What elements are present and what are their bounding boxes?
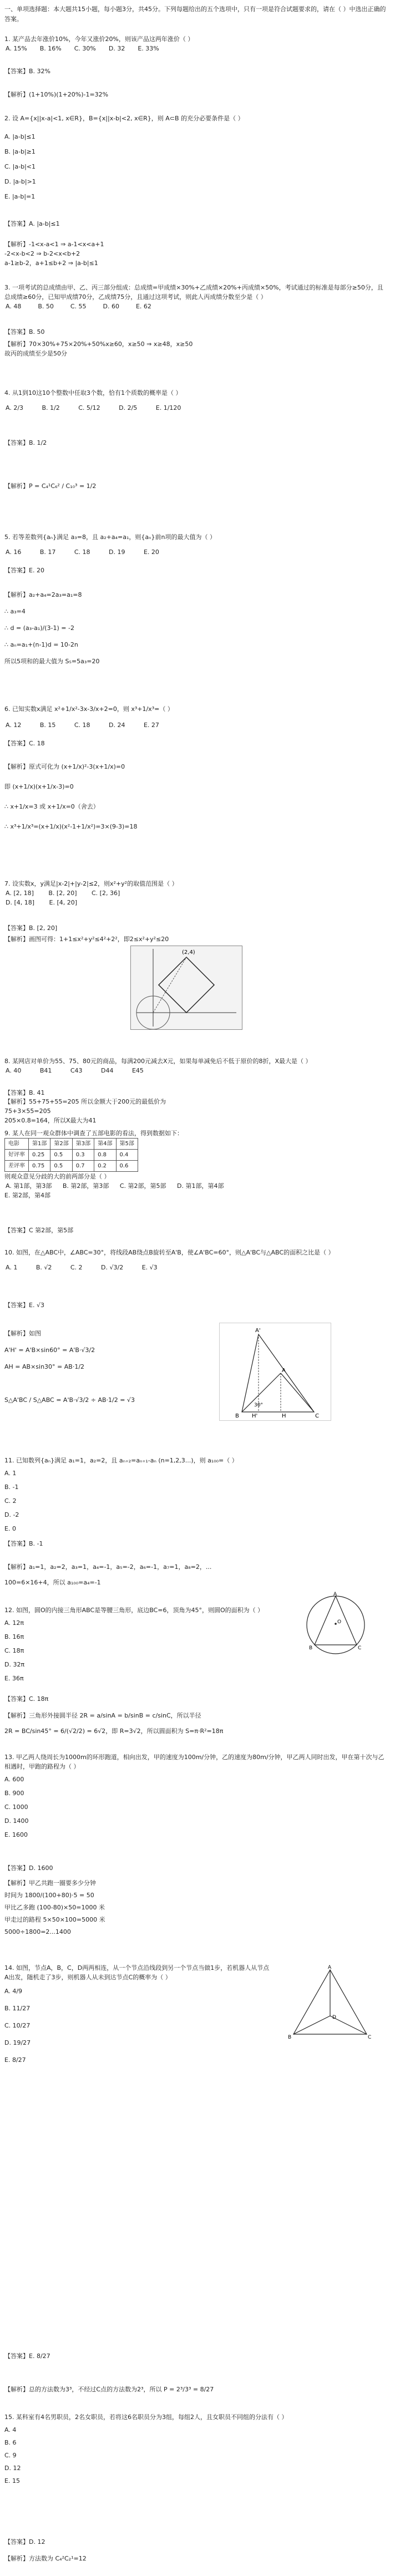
question-stem: 15. 某科室有4名男职员，2名女职员，若将这6名职员分为3组，每组2人，且女职员不同组的分法有（ ） (4, 2414, 288, 2421)
explain-10 (4, 1325, 215, 1409)
question-stem: 6. 已知实数x满足 x²+1/x²-3x-3/x+2=0，则 x³+1/x³=（ ） (4, 705, 174, 713)
options-row (4, 1181, 387, 1191)
answer-12: 【答案】C. 18π (4, 1695, 49, 1703)
question-2 (4, 114, 387, 201)
answer-1: 【答案】B. 32% (4, 68, 50, 75)
figure-q7-diamond (130, 946, 242, 1030)
explain-6 (4, 757, 387, 837)
question-stem: 11. 已知数列{aₙ}满足 a₁=1，a₂=2，且 aₙ₊₂=aₙ₊₁-aₙ (n=1,2,3...)，则 a₁₀₀=（ ） (4, 1457, 238, 1464)
movie-rating-table (4, 1138, 138, 1172)
question-5 (4, 532, 387, 557)
option-e[interactable]: E. |a-b|=1 (4, 193, 36, 200)
explain-line: 【解析】原式可化为 (x+1/x)²-3(x+1/x)=0 (4, 763, 125, 770)
table-row (5, 1161, 138, 1172)
answer-2: 【答案】A. |a-b|≤1 (4, 220, 60, 227)
option-a[interactable]: A. 2/3 (6, 404, 24, 411)
table-header-cell: 第4部 (94, 1139, 116, 1150)
option-b[interactable]: B. 17 (39, 548, 56, 556)
option-b[interactable]: B. -1 (4, 1483, 19, 1491)
option-b[interactable]: B. 16π (4, 1633, 24, 1640)
answer-3: 【答案】B. 50 (4, 328, 45, 336)
explain-line: 【解析】如图 (4, 1330, 41, 1337)
option-c[interactable]: C. 9 (4, 2452, 17, 2459)
table-header-cell: 电影 (5, 1139, 29, 1150)
question-12 (4, 1605, 293, 1683)
explain-line: 时间为 1800/(100+80)·5 = 50 (4, 1892, 94, 1899)
option-a[interactable]: A. [2, 18] (6, 890, 34, 897)
figure-label: (2,4) (182, 949, 195, 956)
explain-line: 所以5项和的最大值为 S₅=5a₃=20 (4, 658, 100, 665)
option-e[interactable]: E. 15 (4, 2477, 20, 2484)
question-9 (4, 1129, 387, 1200)
option-d[interactable]: D. 32π (4, 1661, 25, 1668)
option-a[interactable]: A. 1 (6, 1264, 18, 1271)
explain-line: 100=6×16+4，所以 a₁₀₀=a₄=-1 (4, 1579, 101, 1586)
explain-line: 甲走过的路程 5×50×100=5000 米 (4, 1916, 105, 1923)
label-b: B (309, 1645, 313, 1651)
question-stem: 10. 如图，在△ABC中，∠ABC=30°，将线段AB绕点B旋转至A'B，使∠A'BC=60°，则△A'BC与△ABC的面积之比是（ ） (4, 1249, 335, 1256)
option-c[interactable]: C. 30% (74, 45, 96, 52)
explain-line: ∴ x+1/x=3 或 x+1/x=0（舍去） (4, 803, 99, 810)
options-row (4, 403, 387, 413)
label-a: A (282, 1368, 286, 1374)
answer-11: 【答案】B. -1 (4, 1540, 43, 1547)
question-stem: 1. 某产品去年涨价10%，今年又涨价20%，则该产品这两年涨价（ ） (4, 35, 194, 43)
question-stem: 7. 设实数x，y满足|x-2|+|y-2|≤2，则x²+y²的取值范围是（ ） (4, 880, 178, 887)
explain-line: 【解析】-1<x-a<1 ⇒ a-1<x<a+1 (4, 241, 104, 248)
table-header-cell: 第5部 (116, 1139, 138, 1150)
label-b: B (288, 2035, 292, 2040)
option-d[interactable]: D. |a-b|>1 (4, 178, 36, 185)
option-b[interactable]: B. [2, 20] (48, 890, 77, 897)
option-b[interactable]: B. 11/27 (4, 2005, 31, 2012)
option-b[interactable]: B. 6 (4, 2439, 17, 2446)
table-cell: 0.7 (72, 1161, 94, 1172)
explain-13 (4, 1877, 387, 1938)
explain-line: 故丙的成绩至少是50分 (4, 350, 67, 357)
option-e[interactable]: E. 1/120 (155, 404, 181, 411)
option-a[interactable]: A. 4/9 (4, 1988, 23, 1995)
answer-5: 【答案】E. 20 (4, 567, 44, 574)
table-cell: 0.25 (29, 1150, 50, 1161)
option-b[interactable]: B. 900 (4, 1790, 24, 1797)
option-d[interactable]: D. -2 (4, 1511, 19, 1518)
table-cell: 0.75 (29, 1161, 50, 1172)
explain-3 (4, 339, 387, 358)
figure-q10-triangles (219, 1323, 331, 1421)
table-row (5, 1150, 138, 1161)
label-angle: 30° (254, 1403, 263, 1408)
option-a[interactable]: A. 4 (4, 2426, 17, 2433)
answer-14: 【答案】E. 8/27 (4, 2353, 50, 2360)
explain-14: 【解析】总的方法数为3³，不经过C点的方法数为2³，所以 P = 2³/3³ = 8/27 (4, 2386, 214, 2393)
label-a-prime: A' (255, 1328, 261, 1334)
question-stem: 12. 如图，圆O的内接三角形ABC是等腰三角形，底边BC=6，顶角为45°，则圆O的面积为（ ） (4, 1607, 264, 1614)
label-d: D (332, 2015, 336, 2020)
option-b[interactable]: B. |a-b|≥1 (4, 148, 36, 155)
option-c[interactable]: C. 18 (74, 722, 90, 729)
table-cell: 差评率 (5, 1161, 29, 1172)
explain-line: 2R = BC/sin45° = 6/(√2/2) = 6√2，即 R=3√2，所以圆面积为 S=π·R²=18π (4, 1728, 224, 1735)
section-intro: 一、单项选择题：本大题共15小题，每小题3分，共45分。下列每题给出的五个选项中，只有一项是符合试题要求的，请在（ ）中选出正确的答案。 (4, 6, 386, 23)
question-13 (4, 1752, 387, 1840)
label-b: B (235, 1413, 239, 1419)
answer-6: 【答案】C. 18 (4, 740, 45, 747)
explain-4: 【解析】P = C₄¹C₆² / C₁₀³ = 1/2 (4, 482, 97, 490)
question-stem: 5. 若等差数列{aₙ}满足 a₃=8，且 a₂+a₄=a₁，则{aₙ}前n项的最大值为（ ） (4, 534, 216, 541)
option-c[interactable]: C. 第2部，第5部 (119, 1182, 166, 1190)
explain-line: a-1≥b-2，a+1≤b+2 ⇒ |a-b|≤1 (4, 260, 98, 267)
question-7 (4, 879, 387, 907)
options-row (4, 1263, 387, 1272)
answer-15: 【答案】D. 12 (4, 2538, 45, 2545)
options-row (4, 898, 387, 907)
explain-line: 5000÷1800=2...1400 (4, 1928, 71, 1935)
option-e[interactable]: E. 36π (4, 1675, 24, 1682)
option-d[interactable]: D. 24 (109, 722, 125, 729)
options-row (4, 888, 387, 898)
label-h-prime: H' (252, 1413, 258, 1419)
option-b[interactable]: B. 第2部，第3部 (62, 1182, 109, 1190)
option-d[interactable]: D. 2/5 (119, 404, 138, 411)
table-header-row (5, 1139, 138, 1150)
options-row (4, 44, 387, 53)
option-a[interactable]: A. 12π (4, 1619, 24, 1627)
table-cell: 0.6 (116, 1161, 138, 1172)
option-a[interactable]: A. 12 (6, 722, 22, 729)
explain-line: ∴ a₃=4 (4, 608, 26, 615)
answer-8: 【答案】B. 41 (4, 1089, 45, 1096)
answer-4: 【答案】B. 1/2 (4, 439, 47, 446)
option-e[interactable]: E. 20 (143, 548, 159, 556)
option-c[interactable]: C. 1000 (4, 1803, 28, 1811)
question-1 (4, 34, 387, 53)
label-c: C (358, 1645, 362, 1651)
question-stem: 14. 如图，节点A，B，C，D两两相连，从一个节点沿线段到另一个节点当做1步，若机器人从节点A出发，随机走了3步，则机器人从未到达节点C的概率为（ ） (4, 1964, 270, 1981)
option-d[interactable]: D. 19 (109, 548, 125, 556)
answer-7: 【答案】B. [2, 20] (4, 924, 58, 932)
option-a[interactable]: A. 40 (6, 1067, 22, 1074)
option-d[interactable]: D44 (101, 1067, 114, 1074)
option-c[interactable]: C. 18π (4, 1647, 24, 1654)
options-row (4, 547, 387, 557)
explain-7: 【解析】画图可得：1+1≤x²+y²≤4²+2²，即2≤x²+y²≤20 (4, 936, 169, 943)
table-cell: 0.3 (72, 1150, 94, 1161)
explain-line: A'H' = A'B×sin60° = A'B·√3/2 (4, 1347, 95, 1354)
explain-line: 205×0.8=164，所以X最大为41 (4, 1117, 97, 1124)
option-a[interactable]: A. 15% (6, 45, 27, 52)
question-3 (4, 283, 387, 311)
label-a: A (333, 1592, 337, 1597)
option-b[interactable]: B41 (39, 1067, 52, 1074)
answer-13: 【答案】D. 1600 (4, 1864, 53, 1872)
option-d[interactable]: D. 32 (108, 45, 125, 52)
explain-15: 【解析】方法数为 C₄²C₂¹=12 (4, 2555, 87, 2562)
explain-5 (4, 587, 387, 670)
explain-line: AH = AB×sin30° = AB·1/2 (4, 1363, 85, 1370)
figure-q14-graph (286, 1963, 374, 2041)
question-stem: 9. 某人在同一观众群体中调查了五部电影的看法，得到数据如下： (4, 1130, 183, 1137)
explain-line: 甲比乙多跑 (100-80)×50=1000 米 (4, 1904, 105, 1911)
option-c[interactable]: C. 2 (4, 1497, 17, 1505)
option-b[interactable]: B. √2 (36, 1264, 52, 1271)
option-a[interactable]: A. 600 (4, 1776, 24, 1783)
explain-line: S△A'BC / S△ABC = A'B·√3/2 ÷ AB·1/2 = √3 (4, 1396, 135, 1404)
explain-line: 即 (x+1/x)(x+1/x-3)=0 (4, 783, 74, 790)
label-a: A (328, 1965, 332, 1970)
option-c[interactable]: C43 (70, 1067, 83, 1074)
table-cell: 好评率 (5, 1150, 29, 1161)
question-8 (4, 1056, 387, 1075)
explain-1: 【解析】(1+10%)(1+20%)-1=32% (4, 91, 109, 98)
option-c[interactable]: C. 2 (70, 1264, 83, 1271)
question-note: 则观众意见分歧的大的前两部分是（ ） (4, 1173, 110, 1180)
table-header-cell: 第2部 (50, 1139, 72, 1150)
table-cell: 0.5 (50, 1150, 72, 1161)
option-a[interactable]: A. |a-b|≤1 (4, 133, 36, 140)
option-d[interactable]: D. 19/27 (4, 2039, 31, 2046)
option-a[interactable]: A. 第1部，第3部 (6, 1182, 52, 1190)
table-header-cell: 第1部 (29, 1139, 50, 1150)
option-b[interactable]: B. 15 (39, 722, 56, 729)
explain-line: ∴ d = (a₃-a₁)/(3-1) = -2 (4, 624, 74, 632)
option-e[interactable]: E. 33% (138, 45, 159, 52)
label-h: H (282, 1413, 286, 1419)
option-d[interactable]: D. 60 (103, 303, 119, 310)
question-6 (4, 704, 387, 730)
explain-line: 【解析】55+75+55=205 所以金额大于200元的最低价为 (4, 1098, 166, 1105)
option-d[interactable]: D. [4, 18] (6, 899, 35, 906)
option-d[interactable]: D. √3/2 (101, 1264, 124, 1271)
option-e[interactable]: E. [4, 20] (49, 899, 78, 906)
option-b[interactable]: B. 16% (39, 45, 62, 52)
question-stem: 8. 某网店对单价为55、75、80元的商品，每满200元减去X元，如果每单减免后不低于原价的8折，X最大是（ ） (4, 1058, 312, 1065)
option-b[interactable]: B. 50 (38, 303, 54, 310)
option-e[interactable]: E45 (131, 1067, 144, 1074)
option-a[interactable]: A. 16 (6, 548, 22, 556)
table-cell: 0.4 (116, 1150, 138, 1161)
option-b[interactable]: B. 1/2 (42, 404, 60, 411)
option-c[interactable]: C. 55 (70, 303, 87, 310)
question-10 (4, 1248, 387, 1272)
option-e[interactable]: E. 8/27 (4, 2056, 26, 2064)
options-row (4, 1066, 387, 1075)
question-stem: 4. 从1到10这10个整数中任取3个数，恰有1个质数的概率是（ ） (4, 389, 182, 397)
explain-12 (4, 1708, 387, 1739)
explain-line: ∴ x³+1/x³=(x+1/x)(x²-1+1/x²)=3×(9-3)=18 (4, 823, 138, 830)
question-stem: 2. 设 A={x||x-a|<1, x∈R}，B={x||x-b|<2, x∈R}，则 A⊂B 的充分必要条件是（ ） (4, 115, 244, 122)
option-a[interactable]: A. 1 (4, 1470, 17, 1477)
option-d[interactable]: D. 1400 (4, 1817, 29, 1825)
explain-line: ∴ aₙ=a₁+(n-1)d = 10-2n (4, 641, 78, 648)
question-11 (4, 1456, 387, 1533)
option-c[interactable]: C. 5/12 (78, 404, 100, 411)
table-header-cell: 第3部 (72, 1139, 94, 1150)
question-stem: 3. 一项考试的总成绩由甲、乙、丙三部分组成：总成绩=甲成绩×30%+乙成绩×20%+丙成绩×50%，考试通过的标准是每部分≥50分，且总成绩≥60分，已知甲成绩70分，乙成绩75分，且通过这项考试，则此人丙成绩分数至少是（ ） (4, 284, 383, 301)
option-e[interactable]: E. √3 (141, 1264, 158, 1271)
label-o: O (337, 1619, 342, 1625)
explain-11 (4, 1559, 387, 1591)
answer-10: 【答案】E. √3 (4, 1302, 44, 1309)
table-cell: 0.5 (50, 1161, 72, 1172)
figure-q12-circle (302, 1592, 369, 1658)
option-d[interactable]: D. 第1部，第4部 (177, 1182, 224, 1190)
question-15 (4, 2412, 387, 2486)
explain-line: 【解析】三角形外接圆半径 2R = a/sinA = b/sinB = c/sinC，所以半径 (4, 1712, 201, 1719)
explain-line: 75+3×55=205 (4, 1107, 51, 1115)
option-c[interactable]: C. |a-b|<1 (4, 163, 36, 170)
option-c[interactable]: C. 18 (74, 548, 90, 556)
question-4 (4, 388, 387, 413)
options-row (4, 302, 387, 311)
option-c[interactable]: C. [2, 36] (92, 890, 120, 897)
table-cell: 0.2 (94, 1161, 116, 1172)
option-a[interactable]: A. 48 (6, 303, 22, 310)
explain-2 (4, 240, 387, 268)
explain-line: 【解析】70×30%+75×20%+50%x≥60，x≥50 ⇒ x≥48，x≥50 (4, 341, 193, 348)
option-e[interactable]: E. 0 (4, 1525, 16, 1532)
explain-line: 【解析】a₂+a₄=2a₃=a₁=8 (4, 591, 82, 598)
question-14 (4, 1963, 271, 2065)
question-stem: 13. 甲乙两人绕周长为1000m的环形跑道，相向出发，甲的速度为100m/分钟，乙的速度为80m/分钟，甲乙两人同时出发，甲在第十次与乙相遇时，甲跑的路程为（ ） (4, 1754, 384, 1770)
explain-line: 【解析】a₁=1，a₂=2，a₃=1，a₄=-1，a₅=-2，a₆=-1，a₇=1，a₈=2，... (4, 1563, 212, 1571)
options-row (4, 720, 387, 730)
option-d[interactable]: D. 12 (4, 2465, 21, 2472)
option-c[interactable]: C. 10/27 (4, 2022, 31, 2029)
option-e[interactable]: E. 27 (143, 722, 159, 729)
label-c: C (315, 1413, 319, 1419)
label-c: C (368, 2035, 372, 2040)
explain-line: 【解析】甲乙共跑一圈要多少分钟 (4, 1879, 96, 1887)
table-cell: 0.8 (94, 1150, 116, 1161)
option-e[interactable]: E. 1600 (4, 1831, 28, 1838)
option-e[interactable]: E. 第2部，第4部 (4, 1192, 50, 1199)
explain-8 (4, 1097, 387, 1125)
explain-line: -2<x-b<2 ⇒ b-2<x<b+2 (4, 250, 80, 257)
answer-9: 【答案】C 第2部，第5部 (4, 1227, 74, 1234)
option-e[interactable]: E. 62 (135, 303, 151, 310)
